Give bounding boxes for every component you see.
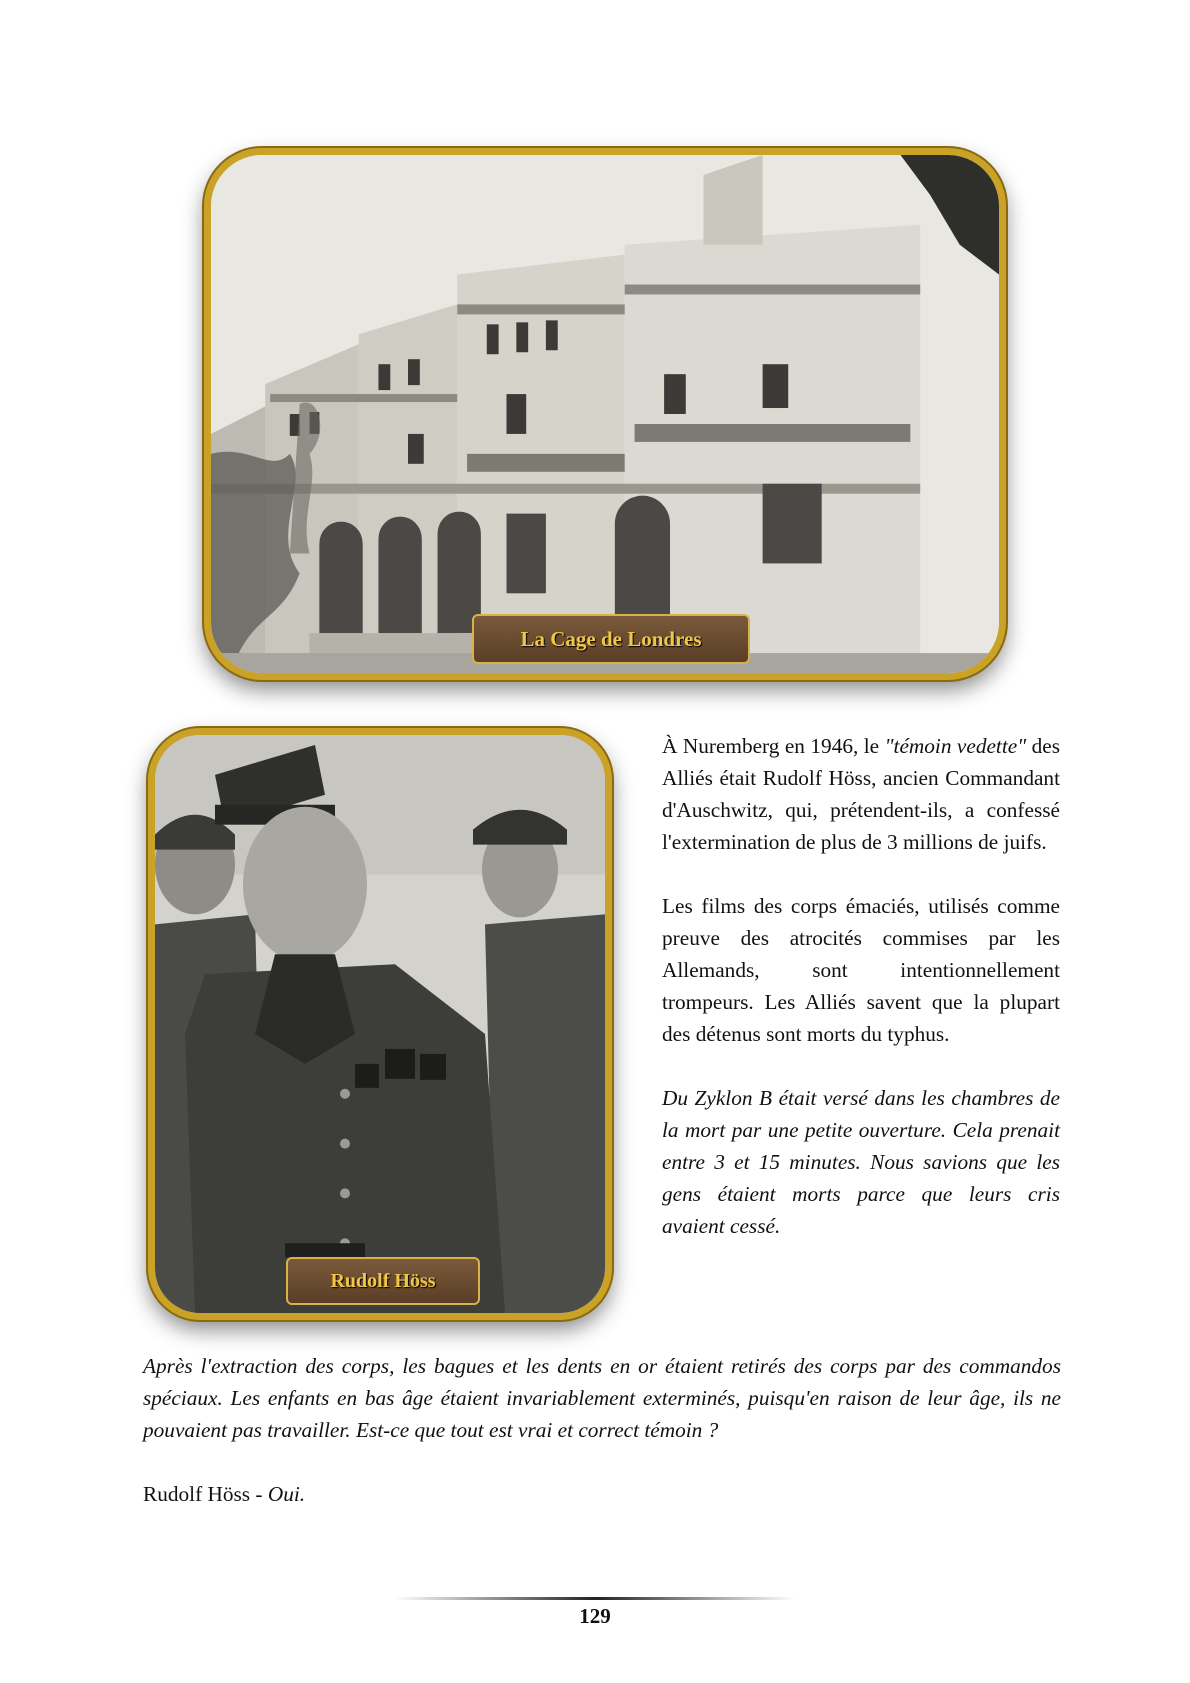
paragraph-1-end: des Alliés était Rudolf Höss, ancien Commandant d'Auschwitz, qui, prétendent-ils, a confessé l'extermination de plus de 3 millions de juifs. [662, 734, 1061, 854]
mansion-photo-caption: La Cage de Londres [472, 614, 750, 664]
officers-photo-icon [155, 735, 605, 1313]
portrait-photo-frame [148, 728, 612, 1320]
right-column-text [662, 730, 1060, 1242]
paragraph-nuremberg [662, 730, 1060, 858]
answer-speaker: Rudolf Höss - [143, 1482, 268, 1506]
page-number: 129 [579, 1604, 611, 1628]
paragraph-films: Les films des corps émaciés, utilisés comme preuve des atrocités commises par les Allemands, sont intentionnellement trompeurs. Les Alliés savent que la plupart des détenus sont morts du typhus. [662, 894, 1060, 1046]
answer-reply: Oui. [267, 1482, 306, 1506]
testimony-quote: Après l'extraction des corps, les bagues et les dents en or étaient retirés des corps par des commandos spéciaux. Les enfants en bas âge étaient invariablement exterminés, puisqu'en raison de leur âge, ils ne pouvaient pas travailler. Est-ce que tout est vrai et correct témoin ? [143, 1354, 1061, 1442]
star-witness-quote: "témoin vedette" [884, 734, 1027, 758]
paragraph-zyklon: Du Zyklon B était versé dans les chambres de la mort par une petite ouverture. Cela prenait entre 3 et 15 minutes. Nous savions que les gens étaient morts parce que leurs cris avaient cessé. [662, 1086, 1060, 1238]
testimony-answer [143, 1478, 305, 1510]
portrait-photo-caption: Rudolf Höss [286, 1257, 480, 1305]
paragraph-1-start: À Nuremberg en 1946, le [662, 734, 885, 758]
mansion-photo-icon [211, 155, 999, 673]
footer-divider [395, 1597, 795, 1600]
mansion-photo-frame [204, 148, 1006, 680]
